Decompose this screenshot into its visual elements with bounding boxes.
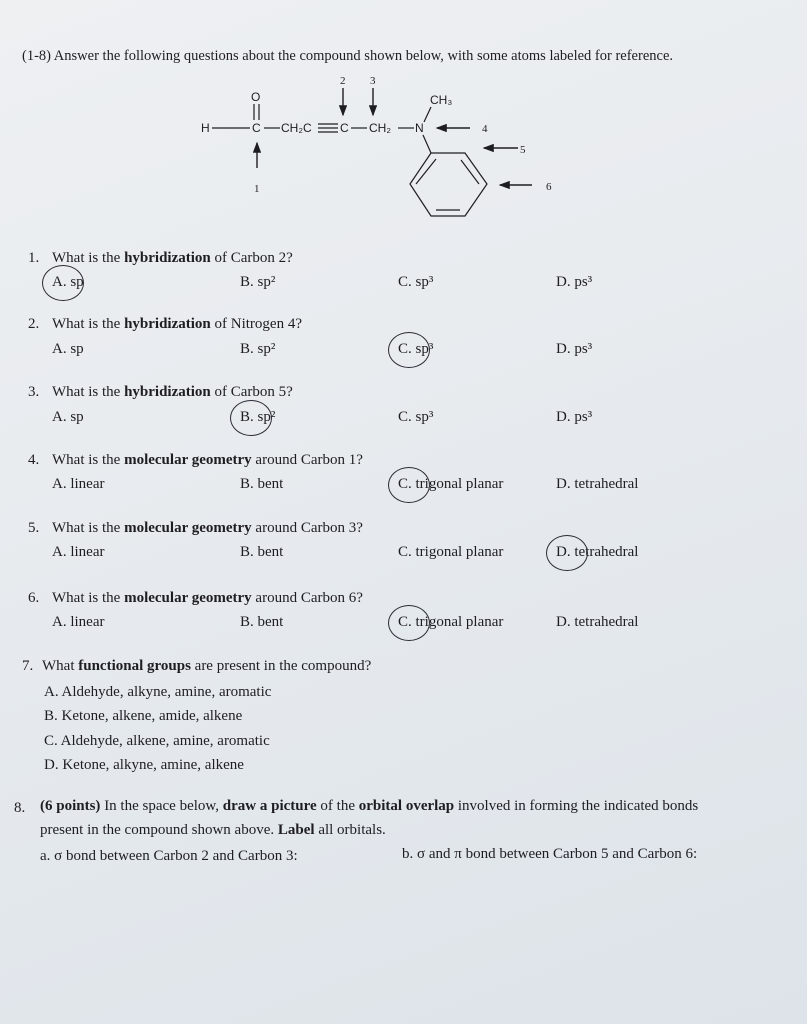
question-number: 6. (28, 590, 40, 606)
label-4: 4 (482, 123, 488, 135)
option-b: B. sp² (240, 409, 276, 425)
question-stem: (6 points) In the space below, draw a picture of the orbital overlap involved in forming the indicated bonds (40, 798, 699, 814)
option-c: C. sp³ (398, 341, 434, 357)
answer-circle-mark (230, 400, 272, 436)
answer-circle-mark (388, 332, 430, 368)
question-number: 3. (28, 384, 40, 400)
option-a: A. sp (52, 409, 84, 425)
atom-N: N (415, 121, 424, 135)
question-stem: What functional groups are present in the compound? (42, 658, 372, 674)
option-a: A. linear (52, 476, 105, 492)
question-stem: What is the hybridization of Carbon 5? (52, 384, 293, 400)
question-number: 4. (28, 452, 40, 468)
option-b: B. sp² (240, 274, 276, 290)
part-b: b. σ and π bond between Carbon 5 and Carbon 6: (402, 846, 698, 862)
option-d: D. ps³ (556, 274, 593, 290)
option-b: B. bent (240, 544, 284, 560)
label-1: 1 (254, 183, 260, 195)
option-b: B. bent (240, 476, 284, 492)
option-d: D. tetrahedral (556, 544, 639, 560)
option-c: C. Aldehyde, alkene, amine, aromatic (44, 733, 270, 749)
question-number: 5. (28, 520, 40, 536)
question-stem: What is the hybridization of Nitrogen 4? (52, 316, 302, 332)
option-a: A. sp (52, 274, 84, 290)
label-2: 2 (340, 75, 346, 87)
question-stem-line2: present in the compound shown above. Label all orbitals. (40, 822, 386, 838)
option-d: D. Ketone, alkyne, amine, alkene (44, 757, 244, 773)
question-stem: What is the molecular geometry around Carbon 6? (52, 590, 363, 606)
answer-circle-mark (388, 467, 430, 503)
atom-O: O (251, 90, 261, 104)
atom-H: H (201, 121, 210, 135)
atom-C2: C (340, 121, 349, 135)
option-c: C. trigonal planar (398, 476, 504, 492)
question-stem: What is the molecular geometry around Carbon 3? (52, 520, 363, 536)
label-5: 5 (520, 144, 526, 156)
answer-circle-mark (388, 605, 430, 641)
label-3: 3 (370, 75, 376, 87)
option-d: D. tetrahedral (556, 614, 639, 630)
question-number: 8. (14, 800, 26, 816)
question-stem: What is the molecular geometry around Carbon 1? (52, 452, 363, 468)
question-stem: What is the hybridization of Carbon 2? (52, 250, 293, 266)
instructions-header: (1-8) Answer the following questions about the compound shown below, with some atoms labeled for reference. (22, 48, 673, 64)
question-number: 7. (22, 658, 34, 674)
question-number: 1. (28, 250, 40, 266)
option-c: C. trigonal planar (398, 544, 504, 560)
option-c: C. trigonal planar (398, 614, 504, 630)
option-a: A. Aldehyde, alkyne, amine, aromatic (44, 684, 272, 700)
option-d: D. ps³ (556, 341, 593, 357)
part-a: a. σ bond between Carbon 2 and Carbon 3: (40, 848, 298, 864)
option-c: C. sp³ (398, 274, 434, 290)
option-b: B. sp² (240, 341, 276, 357)
question-number: 2. (28, 316, 40, 332)
option-a: A. linear (52, 614, 105, 630)
option-a: A. sp (52, 341, 84, 357)
atom-CH2C: CH₂C (281, 121, 312, 135)
atom-CH2: CH₂ (369, 121, 391, 135)
compound-structure (0, 0, 807, 240)
option-b: B. bent (240, 614, 284, 630)
option-d: D. ps³ (556, 409, 593, 425)
option-b: B. Ketone, alkene, amide, alkene (44, 708, 243, 724)
atom-CH3: CH₃ (430, 93, 453, 107)
answer-circle-mark (42, 265, 84, 301)
option-d: D. tetrahedral (556, 476, 639, 492)
label-6: 6 (546, 181, 552, 193)
answer-circle-mark (546, 535, 588, 571)
option-c: C. sp³ (398, 409, 434, 425)
atom-C1: C (252, 121, 261, 135)
option-a: A. linear (52, 544, 105, 560)
